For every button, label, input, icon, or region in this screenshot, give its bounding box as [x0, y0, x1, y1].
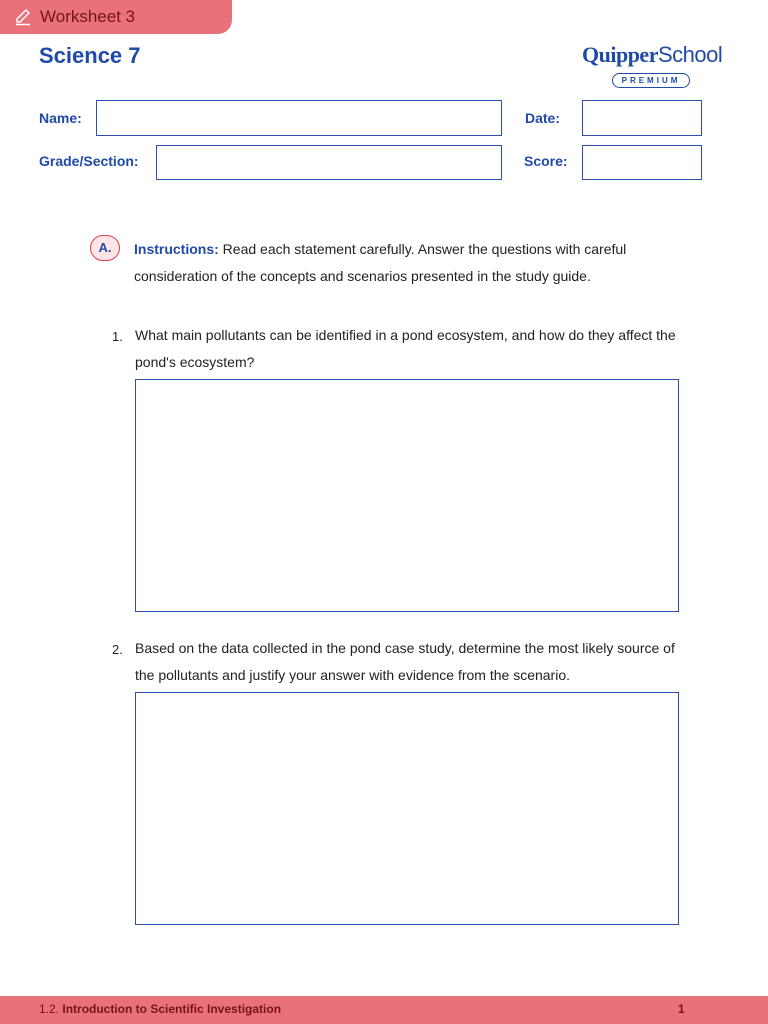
logo-brand-part1: Quipper	[582, 42, 658, 67]
date-label: Date:	[525, 110, 561, 126]
score-field[interactable]	[582, 145, 702, 180]
instructions	[134, 236, 674, 290]
pencil-icon	[14, 8, 32, 26]
score-label: Score:	[524, 153, 568, 169]
page-title: Science 7	[39, 43, 141, 68]
instructions-lead: Instructions:	[134, 241, 219, 257]
answer-box-2[interactable]	[135, 692, 679, 925]
lesson-title: Introduction to Scientific Investigation	[62, 1002, 282, 1016]
logo-brand-part2: School	[657, 42, 723, 67]
footer-lesson	[39, 1002, 281, 1016]
question-text: Based on the data collected in the pond case study, determine the most likely source of the pollutants and justify your answer with evidence from the scenario.	[135, 640, 675, 683]
logo-tier-badge: PREMIUM	[612, 73, 690, 88]
date-field[interactable]	[582, 100, 702, 136]
footer	[0, 996, 768, 1024]
question-number: 2.	[112, 642, 123, 657]
instructions-text: Read each statement carefully. Answer the questions with careful consideration of the concepts and scenarios presented in the study guide.	[134, 241, 627, 284]
grade-section-label: Grade/Section:	[39, 153, 139, 169]
question-number: 1.	[112, 329, 123, 344]
name-field[interactable]	[96, 100, 502, 136]
question-text: What main pollutants can be identified in a pond ecosystem, and how do they affect the pond's ecosystem?	[135, 327, 676, 370]
quipper-school-logo	[582, 42, 722, 90]
section-marker: A.	[90, 235, 120, 261]
grade-section-field[interactable]	[156, 145, 502, 180]
lesson-number: 1.2.	[39, 1002, 60, 1016]
name-label: Name:	[39, 110, 82, 126]
worksheet-label: Worksheet 3	[40, 7, 136, 26]
worksheet-tab	[0, 0, 232, 34]
page-number: 1	[678, 1002, 685, 1016]
answer-box-1[interactable]	[135, 379, 679, 612]
